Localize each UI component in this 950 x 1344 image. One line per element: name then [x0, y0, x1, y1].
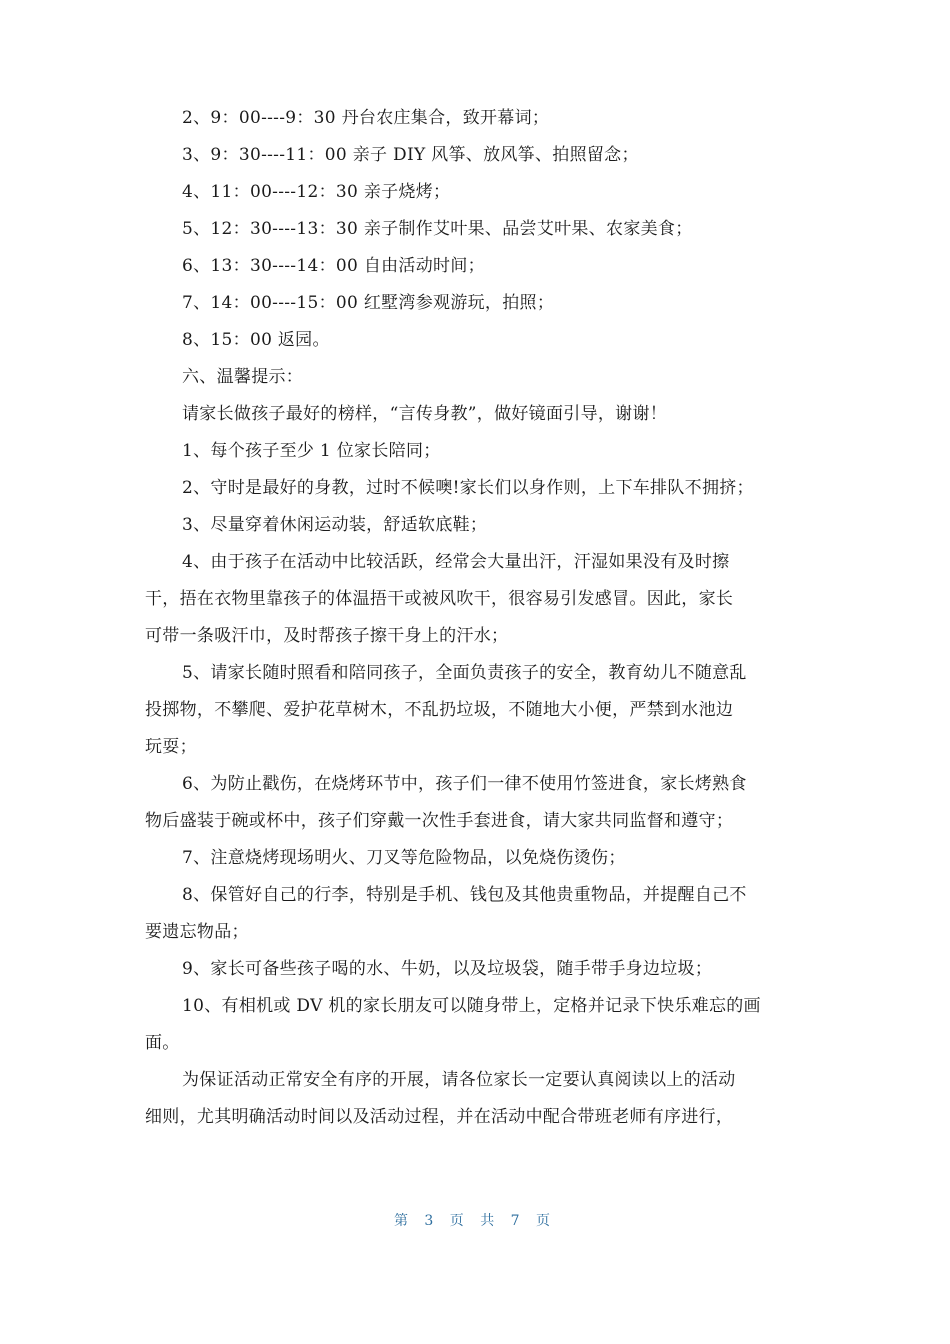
paragraph-line: 8、保管好自己的行李，特别是手机、钱包及其他贵重物品，并提醒自己不: [182, 885, 747, 905]
paragraph-line: 可带一条吸汗巾，及时帮孩子擦干身上的汗水；: [145, 626, 509, 646]
schedule-item: 8、15：00 返园。: [182, 330, 330, 350]
tip-item: 2、守时是最好的身教，过时不候噢!家长们以身作则，上下车排队不拥挤；: [182, 478, 754, 498]
paragraph-line: 5、请家长随时照看和陪同孩子，全面负责孩子的安全，教育幼儿不随意乱: [182, 663, 747, 683]
tip-item: 1、每个孩子至少 1 位家长陪同；: [182, 441, 441, 461]
paragraph-line: 要遗忘物品；: [145, 922, 249, 942]
tip-paragraph-6: [145, 766, 807, 840]
tip-paragraph-10: [145, 988, 807, 1062]
paragraph-line: 面。: [145, 1033, 180, 1053]
closing-paragraph: [145, 1062, 807, 1136]
page-number-footer: 第 3 页 共 7 页: [393, 1213, 557, 1229]
paragraph-line: 为保证活动正常安全有序的开展，请各位家长一定要认真阅读以上的活动: [182, 1070, 736, 1090]
intro-text: 请家长做孩子最好的榜样，“言传身教”，做好镜面引导，谢谢！: [182, 404, 668, 424]
schedule-item: 5、12：30----13：30 亲子制作艾叶果、品尝艾叶果、农家美食；: [182, 219, 693, 239]
tip-paragraph-5: [145, 655, 807, 766]
tip-item: 7、注意烧烤现场明火、刀叉等危险物品，以免烧伤烫伤；: [182, 848, 626, 868]
paragraph-line: 4、由于孩子在活动中比较活跃，经常会大量出汗，汗湿如果没有及时擦: [182, 552, 730, 572]
tip-paragraph-8: [145, 877, 807, 951]
paragraph-line: 物后盛装于碗或杯中，孩子们穿戴一次性手套进食，请大家共同监督和遵守；: [145, 811, 734, 831]
tip-item: 9、家长可备些孩子喝的水、牛奶，以及垃圾袋，随手带手身边垃圾；: [182, 959, 713, 979]
schedule-item: 3、9：30----11：00 亲子 DIY 风筝、放风筝、拍照留念；: [182, 145, 639, 165]
paragraph-line: 6、为防止戳伤，在烧烤环节中，孩子们一律不使用竹签进食，家长烤熟食: [182, 774, 747, 794]
document-body: [145, 100, 807, 1136]
schedule-item: 4、11：00----12：30 亲子烧烤；: [182, 182, 451, 202]
paragraph-line: 10、有相机或 DV 机的家长朋友可以随身带上，定格并记录下快乐难忘的画: [182, 996, 761, 1016]
schedule-item: 6、13：30----14：00 自由活动时间；: [182, 256, 485, 276]
paragraph-line: 玩耍；: [145, 737, 197, 757]
schedule-item: 2、9：00----9：30 丹台农庄集合，致开幕词；: [182, 108, 550, 128]
paragraph-line: 投掷物，不攀爬、爱护花草树木，不乱扔垃圾，不随地大小便，严禁到水池边: [145, 700, 734, 720]
tip-item: 3、尽量穿着休闲运动装，舒适软底鞋；: [182, 515, 488, 535]
schedule-item: 7、14：00----15：00 红墅湾参观游玩，拍照；: [182, 293, 555, 313]
paragraph-line: 细则，尤其明确活动时间以及活动过程，并在活动中配合带班老师有序进行，: [145, 1107, 734, 1127]
paragraph-line: 干，捂在衣物里靠孩子的体温捂干或被风吹干，很容易引发感冒。因此，家长: [145, 589, 734, 609]
tip-paragraph-4: [145, 544, 807, 655]
section-heading: 六、温馨提示：: [182, 367, 304, 387]
